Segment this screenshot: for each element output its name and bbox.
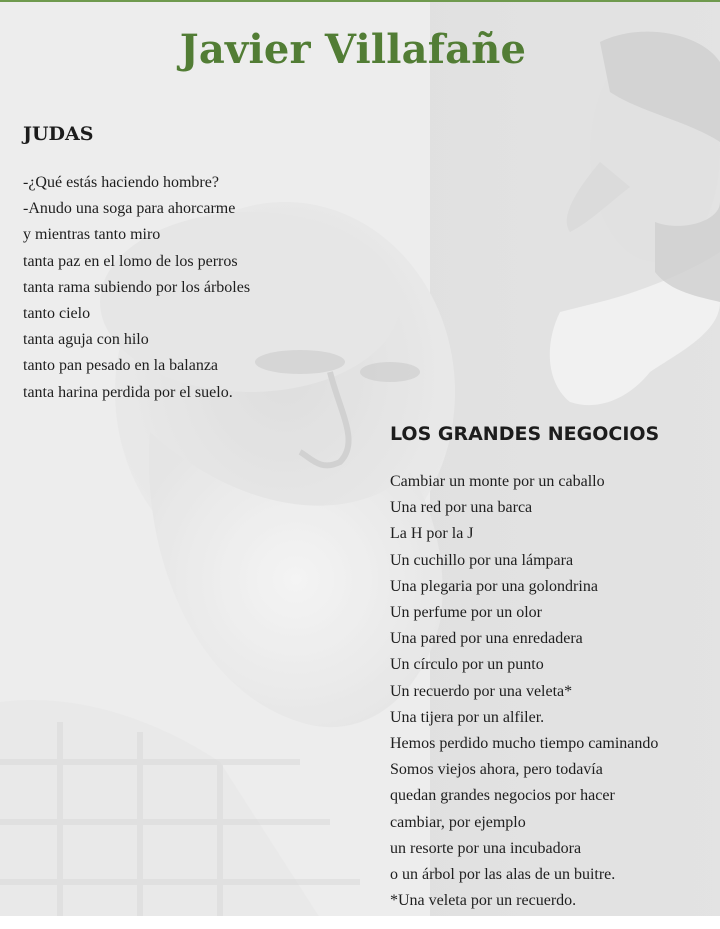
poem-line: tanto cielo xyxy=(23,305,91,323)
poem-line: Una plegaria por una golondrina xyxy=(390,577,598,595)
poem-line: tanta harina perdida por el suelo. xyxy=(23,383,233,401)
poem-line: Un cuchillo por una lámpara xyxy=(390,551,574,569)
poem-title-judas: JUDAS xyxy=(23,123,94,145)
poem-line: Un recuerdo por una veleta* xyxy=(390,682,573,700)
poem-line: Un círculo por un punto xyxy=(390,656,544,674)
poem-line: Somos viejos ahora, pero todavía xyxy=(390,761,603,779)
poem-title-los-grandes-negocios: LOS GRANDES NEGOCIOS xyxy=(390,423,660,445)
poem-line: tanta rama subiendo por los árboles xyxy=(23,278,251,296)
poem-line: -¿Qué estás haciendo hombre? xyxy=(23,174,219,191)
poem-line: o un árbol por las alas de un buitre. xyxy=(390,866,616,884)
poem-line: tanto pan pesado en la balanza xyxy=(23,357,219,375)
poem-line: cambiar, por ejemplo xyxy=(390,813,526,831)
poem-body-los-grandes-negocios xyxy=(390,469,658,914)
poem-line: quedan grandes negocios por hacer xyxy=(390,787,615,805)
poem-line: tanta paz en el lomo de los perros xyxy=(23,252,238,270)
poem-line: La H por la J xyxy=(390,525,474,543)
poem-line: y mientras tanto miro xyxy=(23,226,161,244)
poem-line: Una red por una barca xyxy=(390,499,533,517)
poem-line: Cambiar un monte por un caballo xyxy=(390,473,605,490)
page-title: Javier Villafañe xyxy=(179,26,527,73)
poem-line: *Una veleta por un recuerdo. xyxy=(390,892,577,910)
poem-line: Una tijera por un alfiler. xyxy=(390,708,545,726)
poem-line: Hemos perdido mucho tiempo caminando xyxy=(390,735,659,753)
poem-line: -Anudo una soga para ahorcarme xyxy=(23,200,236,218)
poem-body-judas xyxy=(23,170,250,406)
poem-line: tanta aguja con hilo xyxy=(23,331,149,349)
poem-line: Una pared por una enredadera xyxy=(390,630,583,648)
poem-line: un resorte por una incubadora xyxy=(390,839,582,857)
poem-line: Un perfume por un olor xyxy=(390,604,542,622)
